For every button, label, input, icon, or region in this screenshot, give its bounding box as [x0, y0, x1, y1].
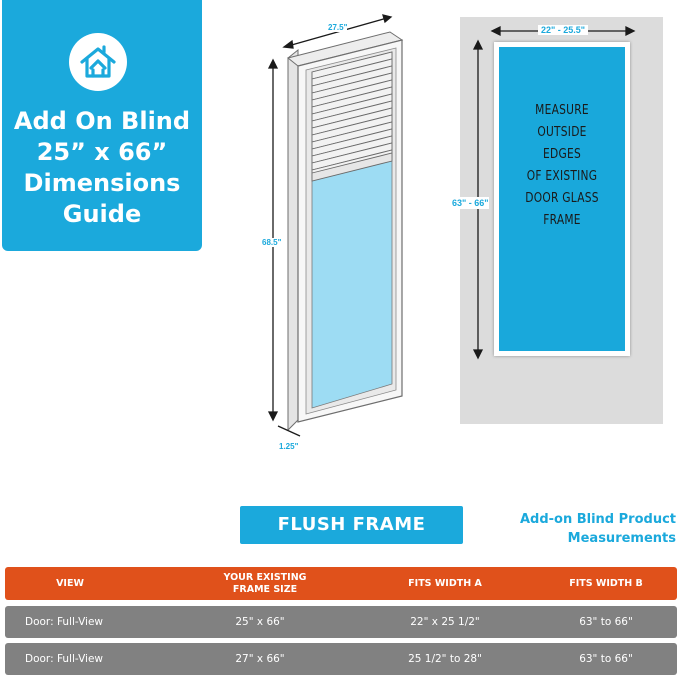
title-line: Guide	[62, 200, 142, 228]
instruction-line: OF EXISTING	[526, 169, 598, 184]
cell-view: Door: Full-View	[25, 653, 103, 665]
table-header	[5, 567, 677, 600]
glass-dimension-arrows	[460, 17, 663, 424]
title-panel	[2, 0, 202, 251]
title-line: Add On Blind	[13, 107, 191, 135]
door-diagram	[250, 10, 420, 460]
cell-width-a: 25 1/2" to 28"	[408, 653, 482, 665]
door-height-label: 68.5"	[262, 238, 282, 247]
table-row	[5, 606, 677, 638]
product-measurements-line: Measurements	[567, 531, 676, 546]
cell-view: Door: Full-View	[25, 616, 103, 628]
cell-width-b: 63" to 66"	[579, 653, 633, 665]
instruction-line: DOOR GLASS	[525, 191, 599, 206]
house-logo-icon	[69, 33, 127, 91]
title-line: Dimensions	[23, 169, 181, 197]
cell-frame-size: 25" x 66"	[235, 616, 285, 628]
product-measurements-label	[480, 510, 676, 548]
header-frame-size: YOUR EXISTING FRAME SIZE	[223, 571, 307, 595]
flush-frame-label: FLUSH FRAME	[240, 506, 463, 544]
cell-width-a: 22" x 25 1/2"	[410, 616, 480, 628]
door-depth-label: 1.25"	[279, 442, 299, 451]
title-line: 25” x 66”	[36, 138, 168, 166]
glass-height-label: 63" - 66"	[452, 198, 489, 208]
header-view: VIEW	[56, 577, 84, 589]
instruction-line: FRAME	[543, 213, 581, 228]
header-width-a: FITS WIDTH A	[408, 577, 482, 589]
glass-width-label: 22" - 25.5"	[538, 25, 588, 35]
product-measurements-line: Add-on Blind Product	[519, 512, 676, 527]
cell-width-b: 63" to 66"	[579, 616, 633, 628]
instruction-line: EDGES	[543, 147, 581, 162]
instruction-line: MEASURE	[535, 103, 589, 118]
header-width-b: FITS WIDTH B	[569, 577, 643, 589]
cell-frame-size: 27" x 66"	[235, 653, 285, 665]
instruction-line: OUTSIDE	[537, 125, 587, 140]
table-row	[5, 643, 677, 675]
door-width-label: 27.5"	[328, 23, 348, 32]
guide-title	[2, 106, 202, 230]
